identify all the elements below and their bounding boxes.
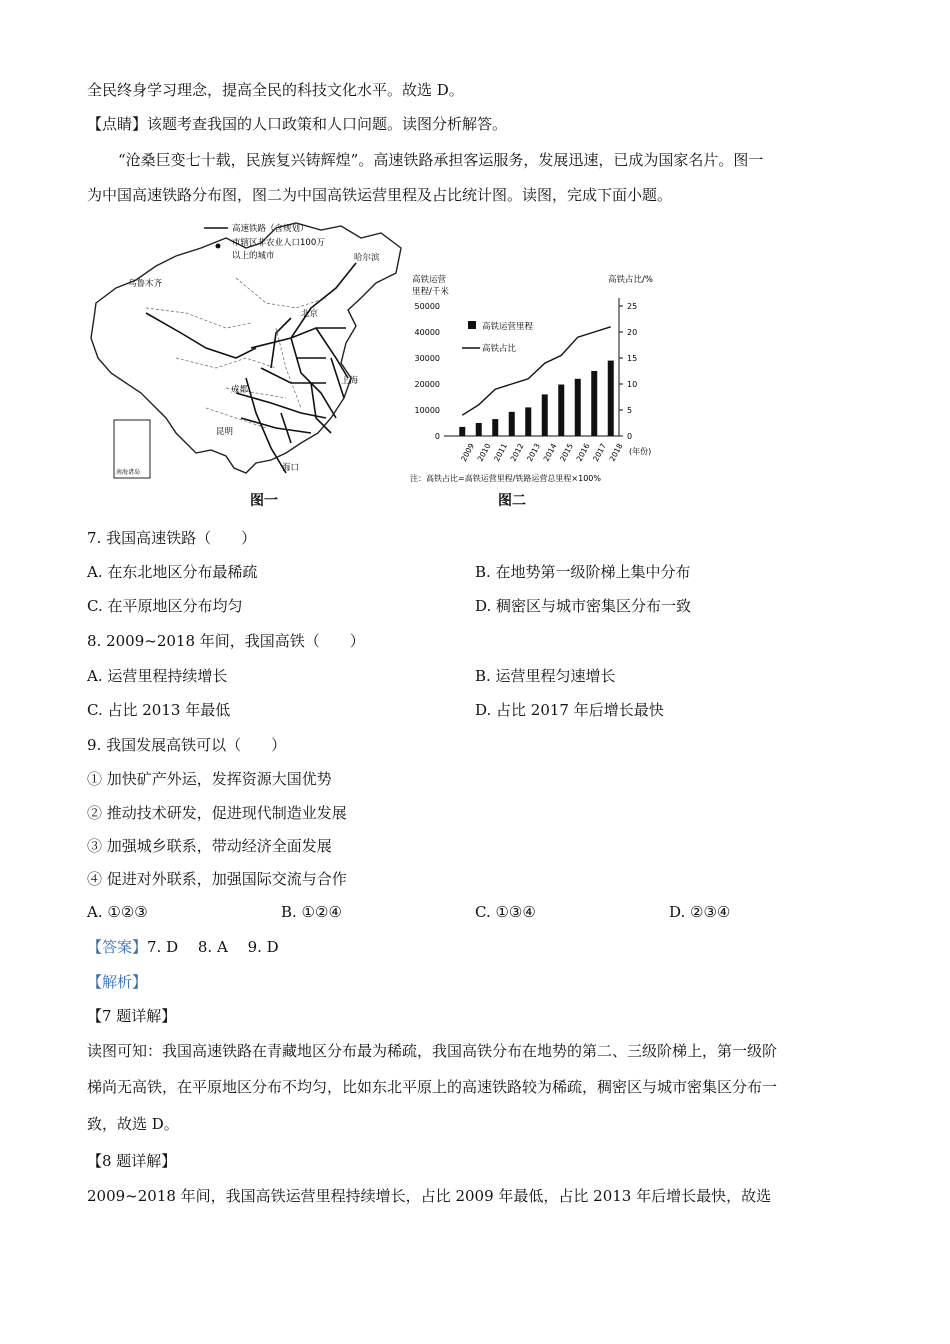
city-chengdu: 成都 xyxy=(231,385,249,395)
q7-option-b[interactable]: B. 在地势第一级阶梯上集中分布 xyxy=(475,563,691,581)
right-tick-label: 20 xyxy=(627,328,638,337)
left-tick-label: 30000 xyxy=(414,354,440,363)
analysis-8-heading: 【8 题详解】 xyxy=(87,1152,177,1170)
analysis-7-text: 读图可知：我国高速铁路在青藏地区分布最为稀疏，我国高铁分布在地势的第二、三级阶梯上，第一级阶 xyxy=(87,1042,778,1060)
bar-2018 xyxy=(608,361,614,436)
city-beijing: 北京 xyxy=(301,309,319,319)
bar-2009 xyxy=(459,427,465,436)
analysis-8-text: 2009~2018 年间，我国高铁运营里程持续增长，占比 2009 年最低，占比 2013 年后增长最快，故选 xyxy=(87,1187,772,1205)
province-borders xyxy=(146,278,326,428)
legend-rail: 高速铁路（含规划） xyxy=(232,224,309,234)
question-8-stem: 8. 2009~2018 年间，我国高铁（ ） xyxy=(87,632,365,650)
figure-2-caption: 图二 xyxy=(498,493,526,509)
analysis-tag: 【解析】 xyxy=(87,973,148,991)
figure-1-caption: 图一 xyxy=(250,493,278,509)
x-tick-label: 2014 xyxy=(541,441,559,463)
analysis-7-heading: 【7 题详解】 xyxy=(87,1007,177,1025)
legend-city-1: 市辖区非农业人口100万 xyxy=(232,238,325,248)
comment-line: 【点睛】该题考查我国的人口政策和人口问题。读图分析解答。 xyxy=(87,115,508,133)
q9-statement-3: ③ 加强城乡联系，带动经济全面发展 xyxy=(87,837,332,855)
bar-2011 xyxy=(492,419,498,436)
right-tick-label: 25 xyxy=(627,302,638,311)
text-line: 全民终身学习理念，提高全民的科技文化水平。故选 D。 xyxy=(87,81,464,99)
legend-city-2: 以上的城市 xyxy=(232,251,275,261)
x-tick-label: 2018 xyxy=(607,441,625,463)
right-tick-label: 10 xyxy=(627,380,638,389)
bar-2017 xyxy=(591,371,597,436)
bar-2016 xyxy=(575,379,581,436)
material-line: 为中国高速铁路分布图，图二为中国高铁运营里程及占比统计图。读图，完成下面小题。 xyxy=(87,186,673,204)
left-tick-label: 0 xyxy=(434,432,440,441)
q7-option-a[interactable]: A. 在东北地区分布最稀疏 xyxy=(87,563,258,581)
right-tick-label: 0 xyxy=(627,432,633,441)
q9-statement-2: ② 推动技术研发，促进现代制造业发展 xyxy=(87,804,347,822)
q8-option-c[interactable]: C. 占比 2013 年最低 xyxy=(87,701,231,719)
city-shanghai: 上海 xyxy=(341,376,359,386)
answer-text: 7. D 8. A 9. D xyxy=(147,938,279,956)
bar-2012 xyxy=(509,412,515,436)
q9-option-c[interactable]: C. ①③④ xyxy=(475,903,536,921)
china-railway-map xyxy=(86,218,406,486)
x-tick-label: 2010 xyxy=(475,441,493,463)
left-tick-label: 40000 xyxy=(414,328,440,337)
analysis-7-text: 梯尚无高铁，在平原地区分布不均匀，比如东北平原上的高速铁路较为稀疏，稠密区与城市密集区分布一 xyxy=(87,1078,778,1096)
q8-option-d[interactable]: D. 占比 2017 年后增长最快 xyxy=(475,701,664,719)
city-kunming: 昆明 xyxy=(216,427,234,437)
x-unit: (年份) xyxy=(629,447,652,456)
question-9-stem: 9. 我国发展高铁可以（ ） xyxy=(87,736,287,754)
x-tick-label: 2016 xyxy=(574,441,592,463)
x-tick-label: 2011 xyxy=(492,441,509,463)
bar-2010 xyxy=(476,423,482,436)
city-haikou: 海口 xyxy=(282,463,300,473)
left-tick-label: 20000 xyxy=(414,380,440,389)
question-7-stem: 7. 我国高速铁路（ ） xyxy=(87,529,257,547)
answer-line xyxy=(87,936,279,958)
chart-note: 注：高铁占比=高铁运营里程/铁路运营总里程×100% xyxy=(410,474,601,483)
city-urumqi: 乌鲁木齐 xyxy=(128,279,163,289)
x-tick-label: 2015 xyxy=(558,441,575,463)
left-tick-label: 50000 xyxy=(414,302,440,311)
q7-option-d[interactable]: D. 稠密区与城市密集区分布一致 xyxy=(475,597,692,615)
bar-2013 xyxy=(525,407,531,436)
city-harbin: 哈尔滨 xyxy=(354,253,380,263)
share-line xyxy=(462,327,611,415)
q9-option-b[interactable]: B. ①②④ xyxy=(281,903,342,921)
right-tick-label: 5 xyxy=(627,406,633,415)
legend-city-dot xyxy=(216,244,221,249)
figure-block xyxy=(86,218,676,510)
q7-option-c[interactable]: C. 在平原地区分布均匀 xyxy=(87,597,243,615)
inset-label: 南海诸岛 xyxy=(116,469,141,476)
legend-bar-swatch xyxy=(468,321,476,329)
q9-statement-4: ④ 促进对外联系，加强国际交流与合作 xyxy=(87,870,347,888)
left-axis-label-2: 里程/千米 xyxy=(412,287,449,297)
x-tick-label: 2017 xyxy=(591,441,608,463)
right-axis-label: 高铁占比/% xyxy=(608,275,653,285)
rail-network xyxy=(146,263,356,473)
x-tick-label: 2013 xyxy=(525,441,542,463)
bar-2014 xyxy=(542,394,548,436)
q8-option-b[interactable]: B. 运营里程匀速增长 xyxy=(475,667,616,685)
material-line: “沧桑巨变七十载，民族复兴铸辉煌”。高速铁路承担客运服务，发展迅速，已成为国家名片。图一 xyxy=(118,151,764,169)
legend-line-label: 高铁占比 xyxy=(482,344,517,354)
hsr-chart xyxy=(404,218,666,486)
q9-option-a[interactable]: A. ①②③ xyxy=(87,903,148,921)
q9-option-d[interactable]: D. ②③④ xyxy=(669,903,731,921)
q9-statement-1: ① 加快矿产外运，发挥资源大国优势 xyxy=(87,770,332,788)
left-tick-label: 10000 xyxy=(414,406,440,415)
q8-option-a[interactable]: A. 运营里程持续增长 xyxy=(87,667,228,685)
x-tick-label: 2009 xyxy=(459,441,476,463)
right-tick-label: 15 xyxy=(627,354,638,363)
answer-tag: 【答案】 xyxy=(87,938,148,956)
legend-bar-label: 高铁运营里程 xyxy=(482,322,534,332)
x-tick-label: 2012 xyxy=(508,441,526,463)
analysis-7-text: 致，故选 D。 xyxy=(87,1115,179,1133)
bar-2015 xyxy=(558,385,564,436)
left-axis-label-1: 高铁运营 xyxy=(412,275,447,285)
